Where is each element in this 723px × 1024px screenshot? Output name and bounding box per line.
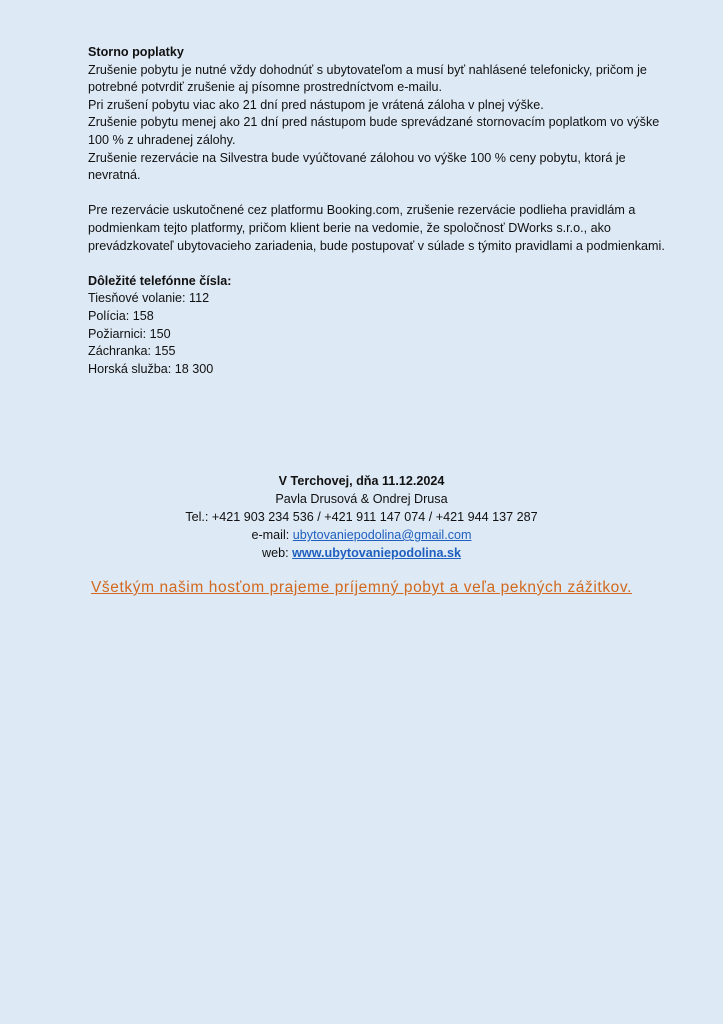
document-body	[88, 44, 678, 378]
cancellation-rule-1: Zrušenie pobytu je nutné vždy dohodnúť s ubytovateľom a musí byť nahlásené telefonicky, pričom je potrebné potvrdiť zrušenie aj písomne prostredníctvom e-mailu.	[88, 62, 647, 95]
spacer	[88, 255, 678, 273]
owners-names: Pavla Drusová & Ondrej Drusa	[275, 492, 448, 506]
contact-phones: Tel.: +421 903 234 536 / +421 911 147 074 / +421 944 137 287	[185, 510, 538, 524]
cancellation-rule-2: Pri zrušení pobytu viac ako 21 dní pred nástupom je vrátená záloha v plnej výške.	[88, 97, 544, 112]
cancellation-rule-3: Zrušenie pobytu menej ako 21 dní pred nástupom bude sprevádzané stornovacím poplatkom vo výške 100 % z uhradenej zálohy.	[88, 115, 660, 147]
phone-ambulance: Záchranka: 155	[88, 344, 176, 359]
phone-mountain-rescue: Horská služba: 18 300	[88, 361, 214, 376]
phone-emergency: Tiesňové volanie: 112	[88, 291, 210, 306]
phone-firefighters: Požiarnici: 150	[88, 326, 171, 341]
web-label: web:	[262, 546, 293, 560]
web-link[interactable]: www.ubytovaniepodolina.sk	[292, 546, 461, 560]
signature-block	[0, 472, 723, 562]
email-link[interactable]: ubytovaniepodolina@gmail.com	[292, 528, 472, 542]
email-label: e-mail:	[251, 528, 293, 542]
cancellation-rule-4: Zrušenie rezervácie na Silvestra bude vyúčtované zálohou vo výške 100 % ceny pobytu, ktorá je nevratná.	[88, 150, 626, 183]
email-line	[0, 526, 723, 544]
phones-heading: Dôležité telefónne čísla:	[88, 273, 232, 288]
web-line	[0, 544, 723, 562]
spacer	[88, 185, 678, 203]
booking-note: Pre rezervácie uskutočnené cez platformu Booking.com, zrušenie rezervácie podlieha pravidlám a podmienkam tejto platformy, pričom klient berie na vedomie, že spoločnosť DWorks s.r.o., ako prevádzkovateľ ubytovacieho zariadenia, bude postupovať v súlade s týmito pravidlami a podmienkami.	[88, 203, 665, 253]
phone-police: Polícia: 158	[88, 308, 154, 323]
place-date: V Terchovej, dňa 11.12.2024	[278, 474, 445, 488]
cancellation-heading: Storno poplatky	[88, 45, 184, 59]
greeting-message: Všetkým našim hosťom prajeme príjemný pobyt a veľa pekných zážitkov.	[90, 579, 633, 596]
